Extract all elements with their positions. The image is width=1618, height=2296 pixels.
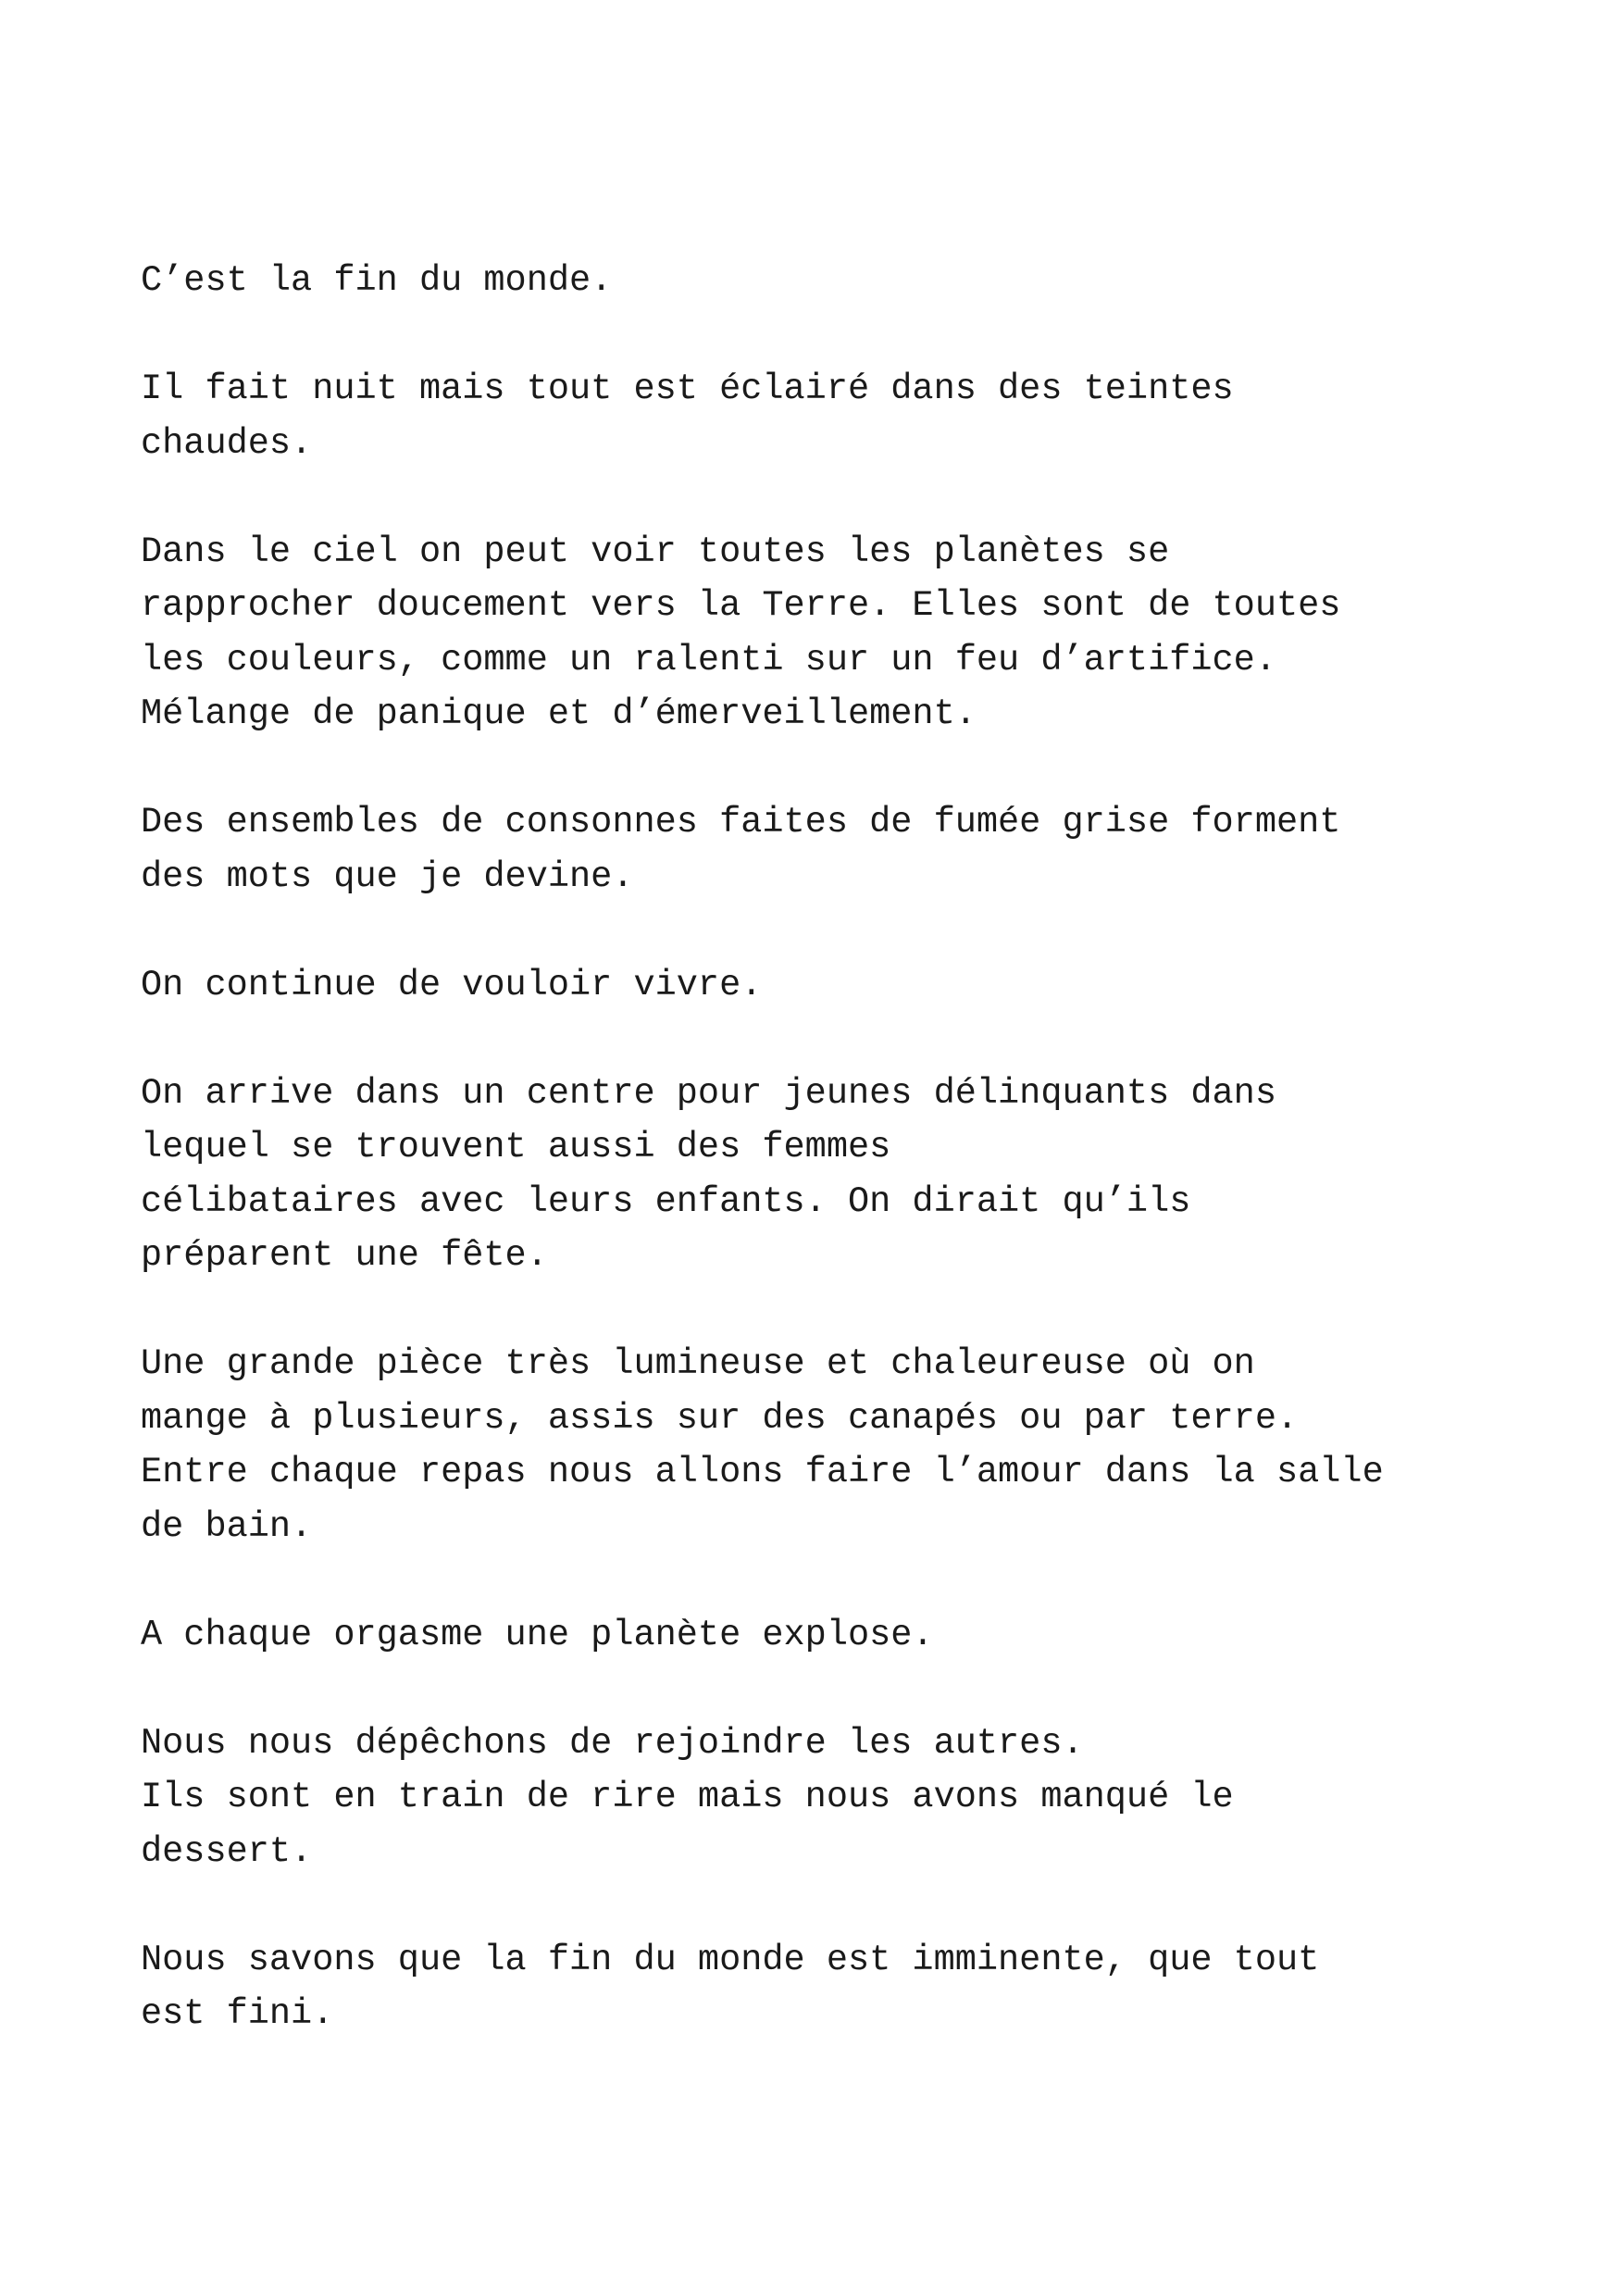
paragraph-1: C’est la fin du monde. [141, 260, 613, 301]
paragraph-6: On arrive dans un centre pour jeunes délinquants dans lequel se trouvent aussi des femmes célibataires avec leurs enfants. On dirait qu’ils préparent une fête. [141, 1072, 1276, 1276]
paragraph-2: Il fait nuit mais tout est éclairé dans des teintes chaudes. [141, 368, 1234, 464]
paragraph-8: A chaque orgasme une planète explose. [141, 1614, 934, 1655]
paragraph-10: Nous savons que la fin du monde est imminente, que tout est fini. [141, 1939, 1320, 2034]
paragraph-9: Nous nous dépêchons de rejoindre les autres. Ils sont en train de rire mais nous avons manqué le dessert. [141, 1722, 1234, 1872]
paragraph-7: Une grande pièce très lumineuse et chaleureuse où on mange à plusieurs, assis sur des canapés ou par terre. Entre chaque repas nous allons faire l’amour dans la salle de bain. [141, 1343, 1384, 1547]
paragraph-5: On continue de vouloir vivre. [141, 964, 763, 1005]
paragraph-4: Des ensembles de consonnes faites de fumée grise forment des mots que je devine. [141, 802, 1341, 897]
document-body [141, 254, 1529, 2041]
paragraph-3: Dans le ciel on peut voir toutes les planètes se rapprocher doucement vers la Terre. Elles sont de toutes les couleurs, comme un ralenti sur un feu d’artifice. Mélange de panique et d’émerveillement. [141, 530, 1341, 734]
